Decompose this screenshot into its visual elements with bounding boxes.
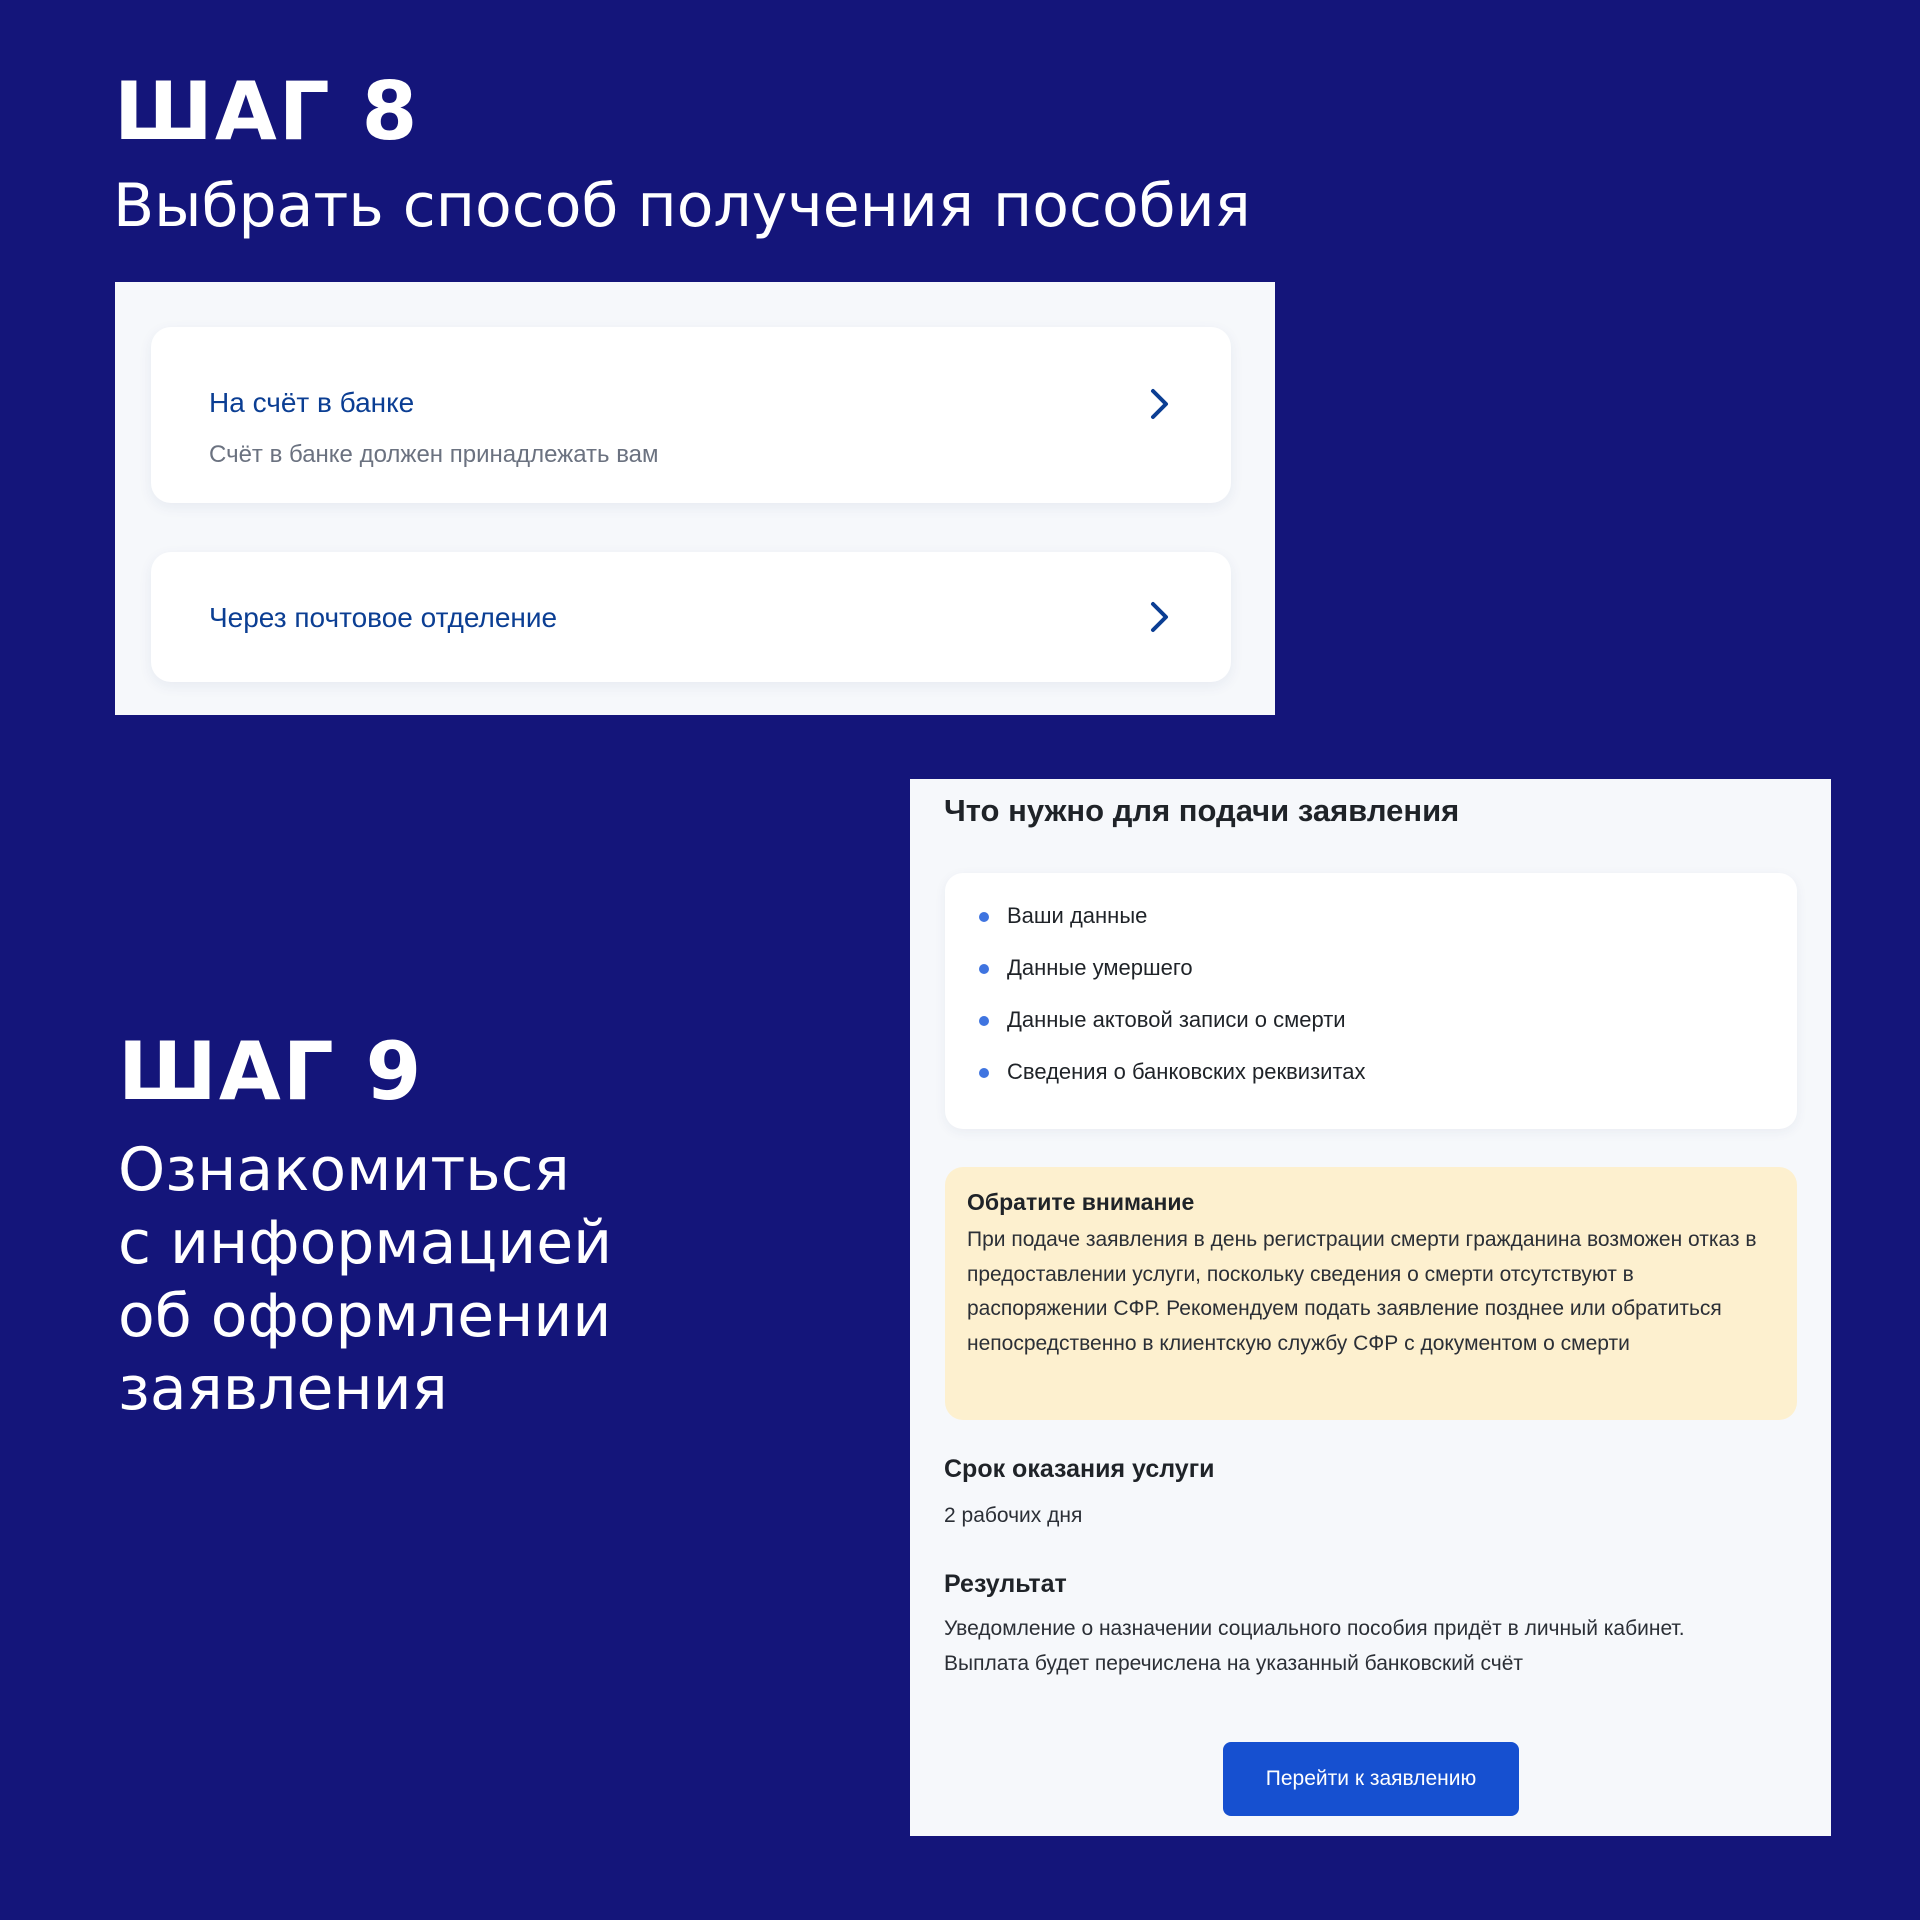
notice-text: При подаче заявления в день регистрации смерти гражданина возможен отказ в предоставлении услуги, поскольку сведения о смерти отсутствуют в распоряжении СФР. Рекомендуем подать заявление позднее или обратиться непосредственно в клиентскую службу СФР с документом о смерти — [967, 1228, 1757, 1355]
notice-box — [945, 1167, 1797, 1420]
subtitle-line: об оформлении — [118, 1281, 612, 1351]
subtitle-line: Ознакомиться — [118, 1135, 570, 1205]
step-8-title: ШАГ 8 — [114, 65, 420, 158]
result-line: Уведомление о назначении социального пособия придёт в личный кабинет. — [944, 1617, 1685, 1640]
bullet-icon — [979, 912, 989, 922]
notice-title: Обратите внимание — [967, 1189, 1195, 1215]
result-title: Результат — [944, 1570, 1067, 1598]
chevron-right-icon — [1149, 601, 1171, 633]
requirement-text: Данные актовой записи о смерти — [1007, 1007, 1346, 1032]
step-9-subtitle — [118, 1134, 718, 1426]
option-title: Через почтовое отделение — [209, 602, 558, 633]
requirement-text: Данные умершего — [1007, 955, 1193, 980]
requirement-text: Ваши данные — [1007, 903, 1148, 928]
requirements-card — [945, 873, 1797, 1129]
requirement-item — [1007, 955, 1193, 981]
option-description: Счёт в банке должен принадлежать вам — [209, 441, 659, 468]
bullet-icon — [979, 1068, 989, 1078]
result-line: Выплата будет перечислена на указанный банковский счёт — [944, 1651, 1524, 1675]
requirement-item — [1007, 1007, 1346, 1033]
result-text — [944, 1612, 1804, 1681]
step-9-title: ШАГ 9 — [118, 1025, 424, 1118]
bullet-icon — [979, 1016, 989, 1026]
requirement-item — [1007, 903, 1147, 929]
term-title: Срок оказания услуги — [944, 1455, 1215, 1483]
option-post-office[interactable] — [151, 552, 1231, 682]
subtitle-line: заявления — [118, 1354, 448, 1424]
chevron-right-icon — [1149, 388, 1171, 420]
info-heading: Что нужно для подачи заявления — [944, 793, 1460, 828]
term-value: 2 рабочих дня — [944, 1504, 1083, 1527]
application-info-panel — [910, 779, 1831, 1836]
step-8-subtitle: Выбрать способ получения пособия — [113, 171, 1251, 241]
payment-method-panel — [115, 282, 1275, 715]
option-bank-account[interactable] — [151, 327, 1231, 503]
option-title: На счёт в банке — [209, 387, 415, 418]
requirement-item — [1007, 1059, 1366, 1085]
go-to-application-button[interactable]: Перейти к заявлению — [1223, 1742, 1519, 1816]
bullet-icon — [979, 964, 989, 974]
requirement-text: Сведения о банковских реквизитах — [1007, 1059, 1366, 1084]
subtitle-line: с информацией — [118, 1208, 613, 1278]
